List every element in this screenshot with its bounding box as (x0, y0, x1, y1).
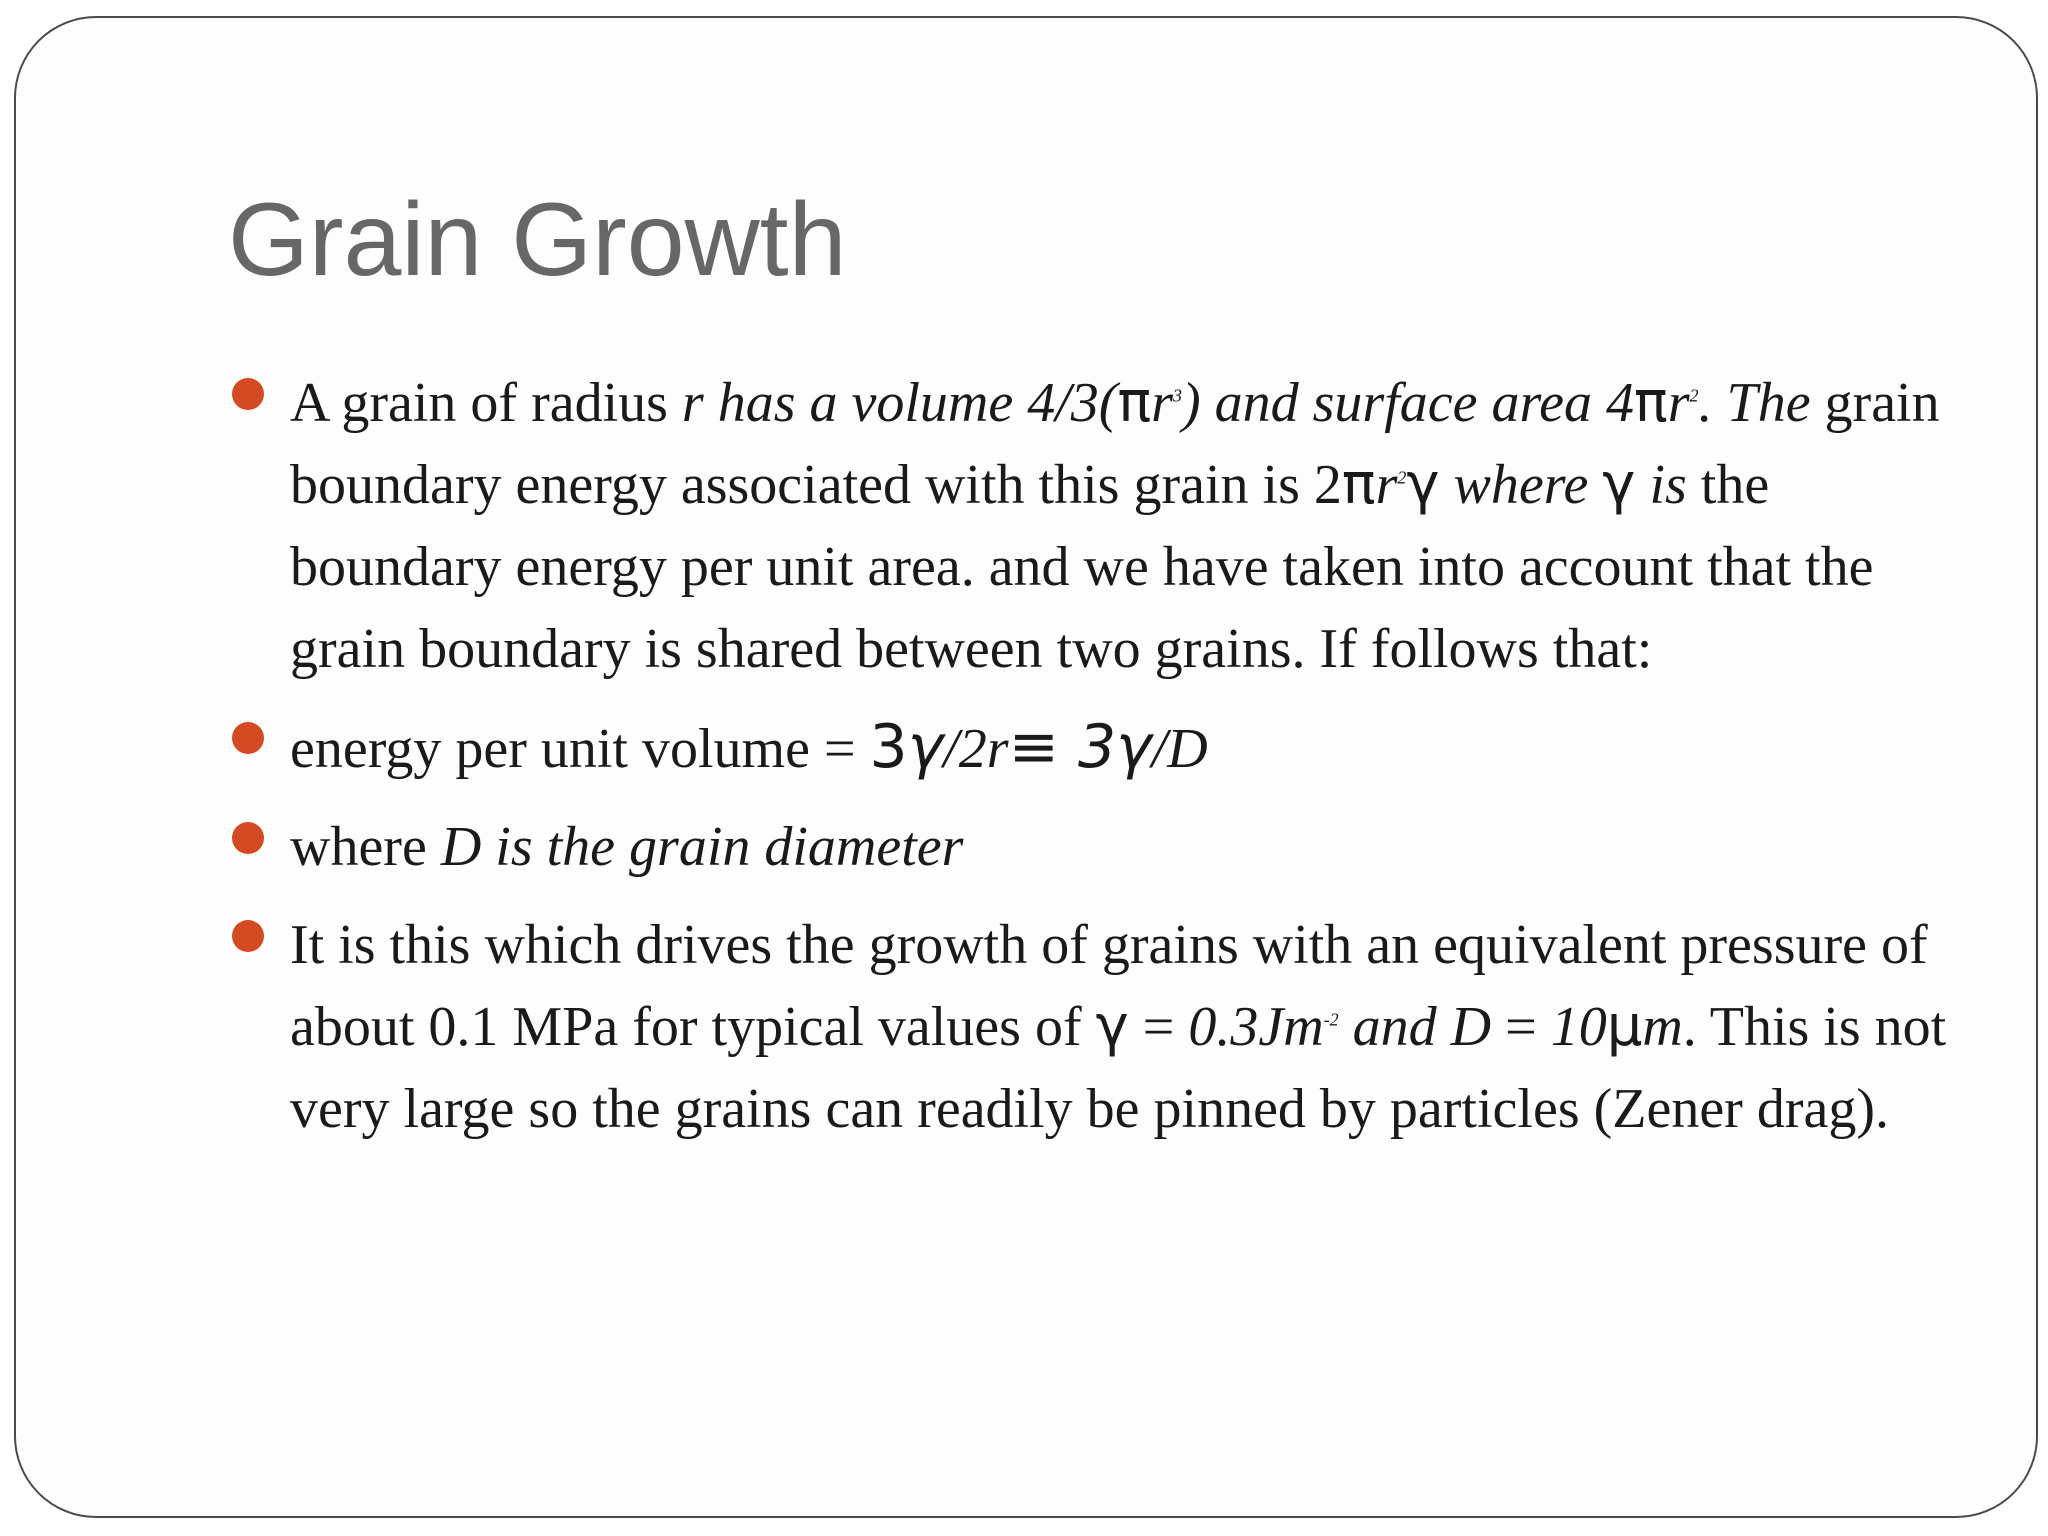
text-run: . The (1698, 372, 1811, 434)
text-run: grain boundary energy associated with this grain is 2 (290, 372, 1940, 516)
equation-run: D (1167, 718, 1208, 780)
gamma-symbol: γ (1116, 712, 1152, 782)
text-run: A grain of radius (290, 372, 682, 434)
text-run: where (1439, 454, 1603, 516)
text-run: ) and surface area 4 (1181, 372, 1635, 434)
superscript: 3 (1172, 385, 1182, 406)
text-run: where (290, 816, 441, 878)
text-run: and D (1338, 996, 1492, 1058)
gamma-symbol: γ (1406, 452, 1440, 517)
gamma-symbol: γ (1602, 452, 1636, 517)
equation-run: r (986, 718, 1009, 780)
bullet-text (290, 914, 1946, 1140)
bullet-item-diameter (290, 806, 1990, 888)
bullet-list (290, 362, 1990, 1166)
text-run: 0.3Jm (1188, 996, 1324, 1058)
text-run: = (1491, 996, 1551, 1058)
text-run: = (1128, 996, 1189, 1058)
text-run: . This is not very large so the grains can readily be pinned by particles (Zener drag). (290, 996, 1947, 1140)
text-run: is (1635, 454, 1687, 516)
text-run: energy per unit volume = (290, 718, 870, 780)
bullet-text (290, 816, 963, 878)
superscript: 2 (1689, 385, 1699, 406)
text-run: D is the grain diameter (440, 816, 964, 878)
text-run: It is this which drives the growth of grains with an equivalent pressure of about 0.1 MPa for typical values of (290, 914, 1928, 1058)
equation-run: 3 (869, 712, 908, 782)
text-run: the boundary energy per unit area. and we have taken into account that the grain boundary is shared between two grains. If follows that: (290, 454, 1874, 680)
bullet-dot-icon (232, 920, 264, 952)
bullet-dot-icon (232, 822, 264, 854)
mu-symbol: μ (1606, 994, 1643, 1059)
text-run: r (1667, 372, 1690, 434)
gamma-symbol: γ (1095, 994, 1129, 1059)
text-run: r has a volume 4/3( (681, 372, 1118, 434)
gamma-symbol: γ (907, 712, 944, 782)
text-run: r (1151, 372, 1173, 434)
bullet-dot-icon (232, 722, 264, 754)
pi-symbol: π (1341, 452, 1376, 517)
equation-run: / (1151, 718, 1168, 780)
pi-symbol: π (1117, 370, 1152, 435)
equation-run: /2 (943, 718, 987, 780)
bullet-dot-icon (232, 378, 264, 410)
bullet-text (290, 712, 1208, 782)
text-run: 10 (1550, 996, 1607, 1058)
slide-title: Grain Growth (228, 182, 847, 298)
equivalent-symbol: ≡ (1008, 712, 1078, 782)
slide-frame (14, 16, 2038, 1518)
pi-symbol: π (1634, 370, 1668, 435)
superscript: -2 (1323, 1009, 1339, 1030)
equation-run: 3 (1077, 712, 1117, 782)
text-run: r (1375, 454, 1398, 516)
bullet-item-pressure (290, 904, 1990, 1150)
bullet-text (290, 372, 1940, 680)
superscript: 2 (1397, 467, 1407, 488)
bullet-item-grain-volume (290, 362, 1990, 690)
text-run: m (1642, 996, 1683, 1058)
bullet-item-energy-equation (290, 706, 1990, 790)
